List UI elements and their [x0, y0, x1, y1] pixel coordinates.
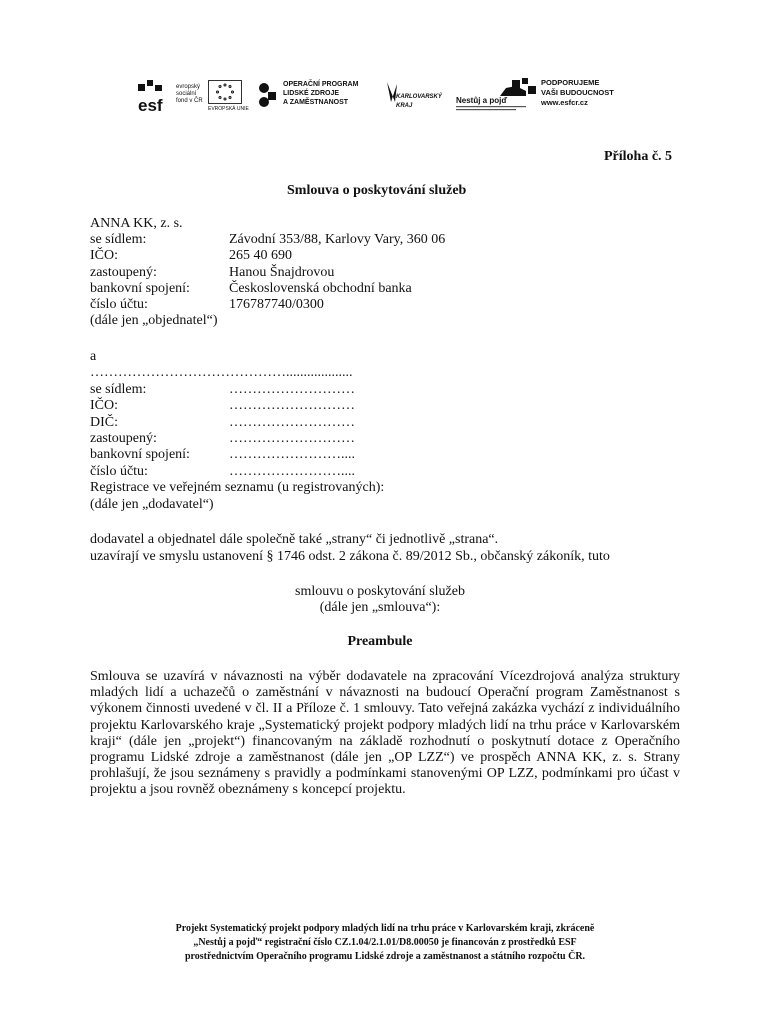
- dodavatel-value-banka: ……………………....: [229, 447, 355, 462]
- document-title: Smlouva o poskytování služeb: [287, 183, 467, 198]
- contract-line-2: (dále jen „smlouva“):: [319, 600, 441, 615]
- dodavatel-alias: (dále jen „dodavatel“): [90, 497, 214, 512]
- op-lzz-logo-icon: [258, 82, 276, 108]
- objednatel-value-ucet: 176787740/0300: [229, 297, 324, 312]
- esf-line-1: evropský: [176, 84, 201, 90]
- objednatel-value-zastoupeny: Hanou Šnajdrovou: [229, 265, 335, 280]
- parties-line-1: dodavatel a objednatel dále společně také „strany“ či jednotlivě „strana“.: [90, 532, 499, 547]
- pod-line-2: VAŠI BUDOUCNOST: [541, 88, 614, 97]
- podporujeme-logo-text: [541, 78, 651, 108]
- dodavatel-value-ico: ………………………: [229, 398, 355, 413]
- objednatel-label-banka: bankovní spojení:: [90, 281, 190, 296]
- pod-line-1: PODPORUJEME: [541, 78, 600, 87]
- dodavatel-label-sidlo: se sídlem:: [90, 382, 147, 397]
- eu-flag-icon: [208, 80, 242, 104]
- objednatel-label-zastoupeny: zastoupený:: [90, 265, 157, 280]
- footer-line-1: Projekt Systematický projekt podpory mladých lidí na trhu práce v Karlovarském kraji, zkrácenĕ: [175, 923, 595, 934]
- dodavatel-name-placeholder: ……………………………………...................: [90, 365, 353, 380]
- op-line-3: A ZAMĚSTNANOST: [283, 99, 349, 106]
- svg-text:esf: esf: [138, 96, 163, 114]
- dodavatel-value-ucet: ……………………....: [229, 464, 355, 479]
- and-separator: a: [90, 349, 97, 364]
- dodavatel-value-dic: ………………………: [229, 415, 355, 430]
- appendix-label: Příloha č. 5: [604, 149, 673, 164]
- esf-logo-text: [176, 84, 208, 105]
- footer-line-3: prostřednictvím Operačního programu Lidské zdroje a zaměstnanost a státního rozpočtu ČR.: [184, 951, 586, 962]
- footer-line-2: „Nestůj a pojď“ registrační číslo CZ.1.04/2.1.01/D8.00050 je financován z prostředků ESF: [193, 937, 577, 948]
- parties-line-2: uzavírají ve smyslu ustanovení § 1746 odst. 2 zákona č. 89/2012 Sb., občanský zákoník, tuto: [90, 549, 610, 564]
- dodavatel-label-ico: IČO:: [90, 398, 118, 413]
- esf-squares-icon: [508, 76, 538, 106]
- dodavatel-registration: Registrace ve veřejném seznamu (u registrovaných):: [90, 480, 385, 495]
- eu-label: EVROPSKÁ UNIE: [208, 106, 249, 112]
- objednatel-alias: (dále jen „objednatel“): [90, 313, 218, 328]
- kraj-line-1: KARLOVARSKÝ: [396, 94, 442, 100]
- dodavatel-value-zastoupeny: ………………………: [229, 431, 355, 446]
- objednatel-value-banka: Československá obchodní banka: [229, 281, 412, 296]
- dodavatel-value-sidlo: ………………………: [229, 382, 355, 397]
- dodavatel-label-ucet: číslo účtu:: [90, 464, 148, 479]
- nestuj-subtext-lines: [456, 106, 526, 112]
- objednatel-value-ico: 265 40 690: [229, 248, 292, 263]
- esf-line-3: fond v ČR: [176, 98, 203, 104]
- dodavatel-label-dic: DIČ:: [90, 415, 118, 430]
- dodavatel-label-banka: bankovní spojení:: [90, 447, 190, 462]
- esf-logo-icon: [138, 80, 172, 114]
- kraj-line-2: KRAJ: [396, 103, 413, 109]
- objednatel-label-ucet: číslo účtu:: [90, 297, 148, 312]
- objednatel-label-sidlo: se sídlem:: [90, 232, 147, 247]
- nestuj-logo-text: Nestůj a pojď: [456, 96, 508, 105]
- esf-line-2: sociální: [176, 91, 197, 97]
- objednatel-value-sidlo: Závodní 353/88, Karlovy Vary, 360 06: [229, 232, 446, 247]
- preamble-heading: Preambule: [347, 634, 413, 649]
- objednatel-name: ANNA KK, z. s.: [90, 216, 183, 231]
- contract-line-1: smlouvu o poskytování služeb: [295, 584, 465, 599]
- dodavatel-label-zastoupeny: zastoupený:: [90, 431, 157, 446]
- preamble-paragraph: Smlouva se uzavírá v návaznosti na výběr dodavatele na zpracování Vícezdrojová analýza struktury mladých lidí a uchazečů o zaměstnání v návaznosti na budoucí Operační program Zaměstnanost s výkonem činnosti uvedené v čl. II a Příloze č. 1 smlouvy. Tato veřejná zakázka vychází z individuálního projektu Karlovarského kraje „Systematický projekt podpory mladých lidí na trhu práce v Karlovarském kraji“ (dále jen „projekt“) financovaným na základě rozhodnutí o poskytnutí dotace z Operačního programu Lidské zdroje a zaměstnanost (dále jen „OP LZZ“) ve prospěch ANNA KK, z. s. Strany prohlašují, že jsou seznámeny s pravidly a podmínkami stanovenými OP LZZ, podmínkami pro účast v projektu a jsou rovněž obeznámeny s koncepcí projektu.: [90, 669, 680, 798]
- op-line-1: OPERAČNÍ PROGRAM: [283, 81, 359, 88]
- op-lzz-logo-text: [283, 80, 365, 107]
- op-line-2: LIDSKÉ ZDROJE: [283, 90, 340, 97]
- pod-line-3: www.esfcr.cz: [541, 98, 588, 107]
- objednatel-label-ico: IČO:: [90, 248, 118, 263]
- header-logo-bar: [138, 76, 658, 120]
